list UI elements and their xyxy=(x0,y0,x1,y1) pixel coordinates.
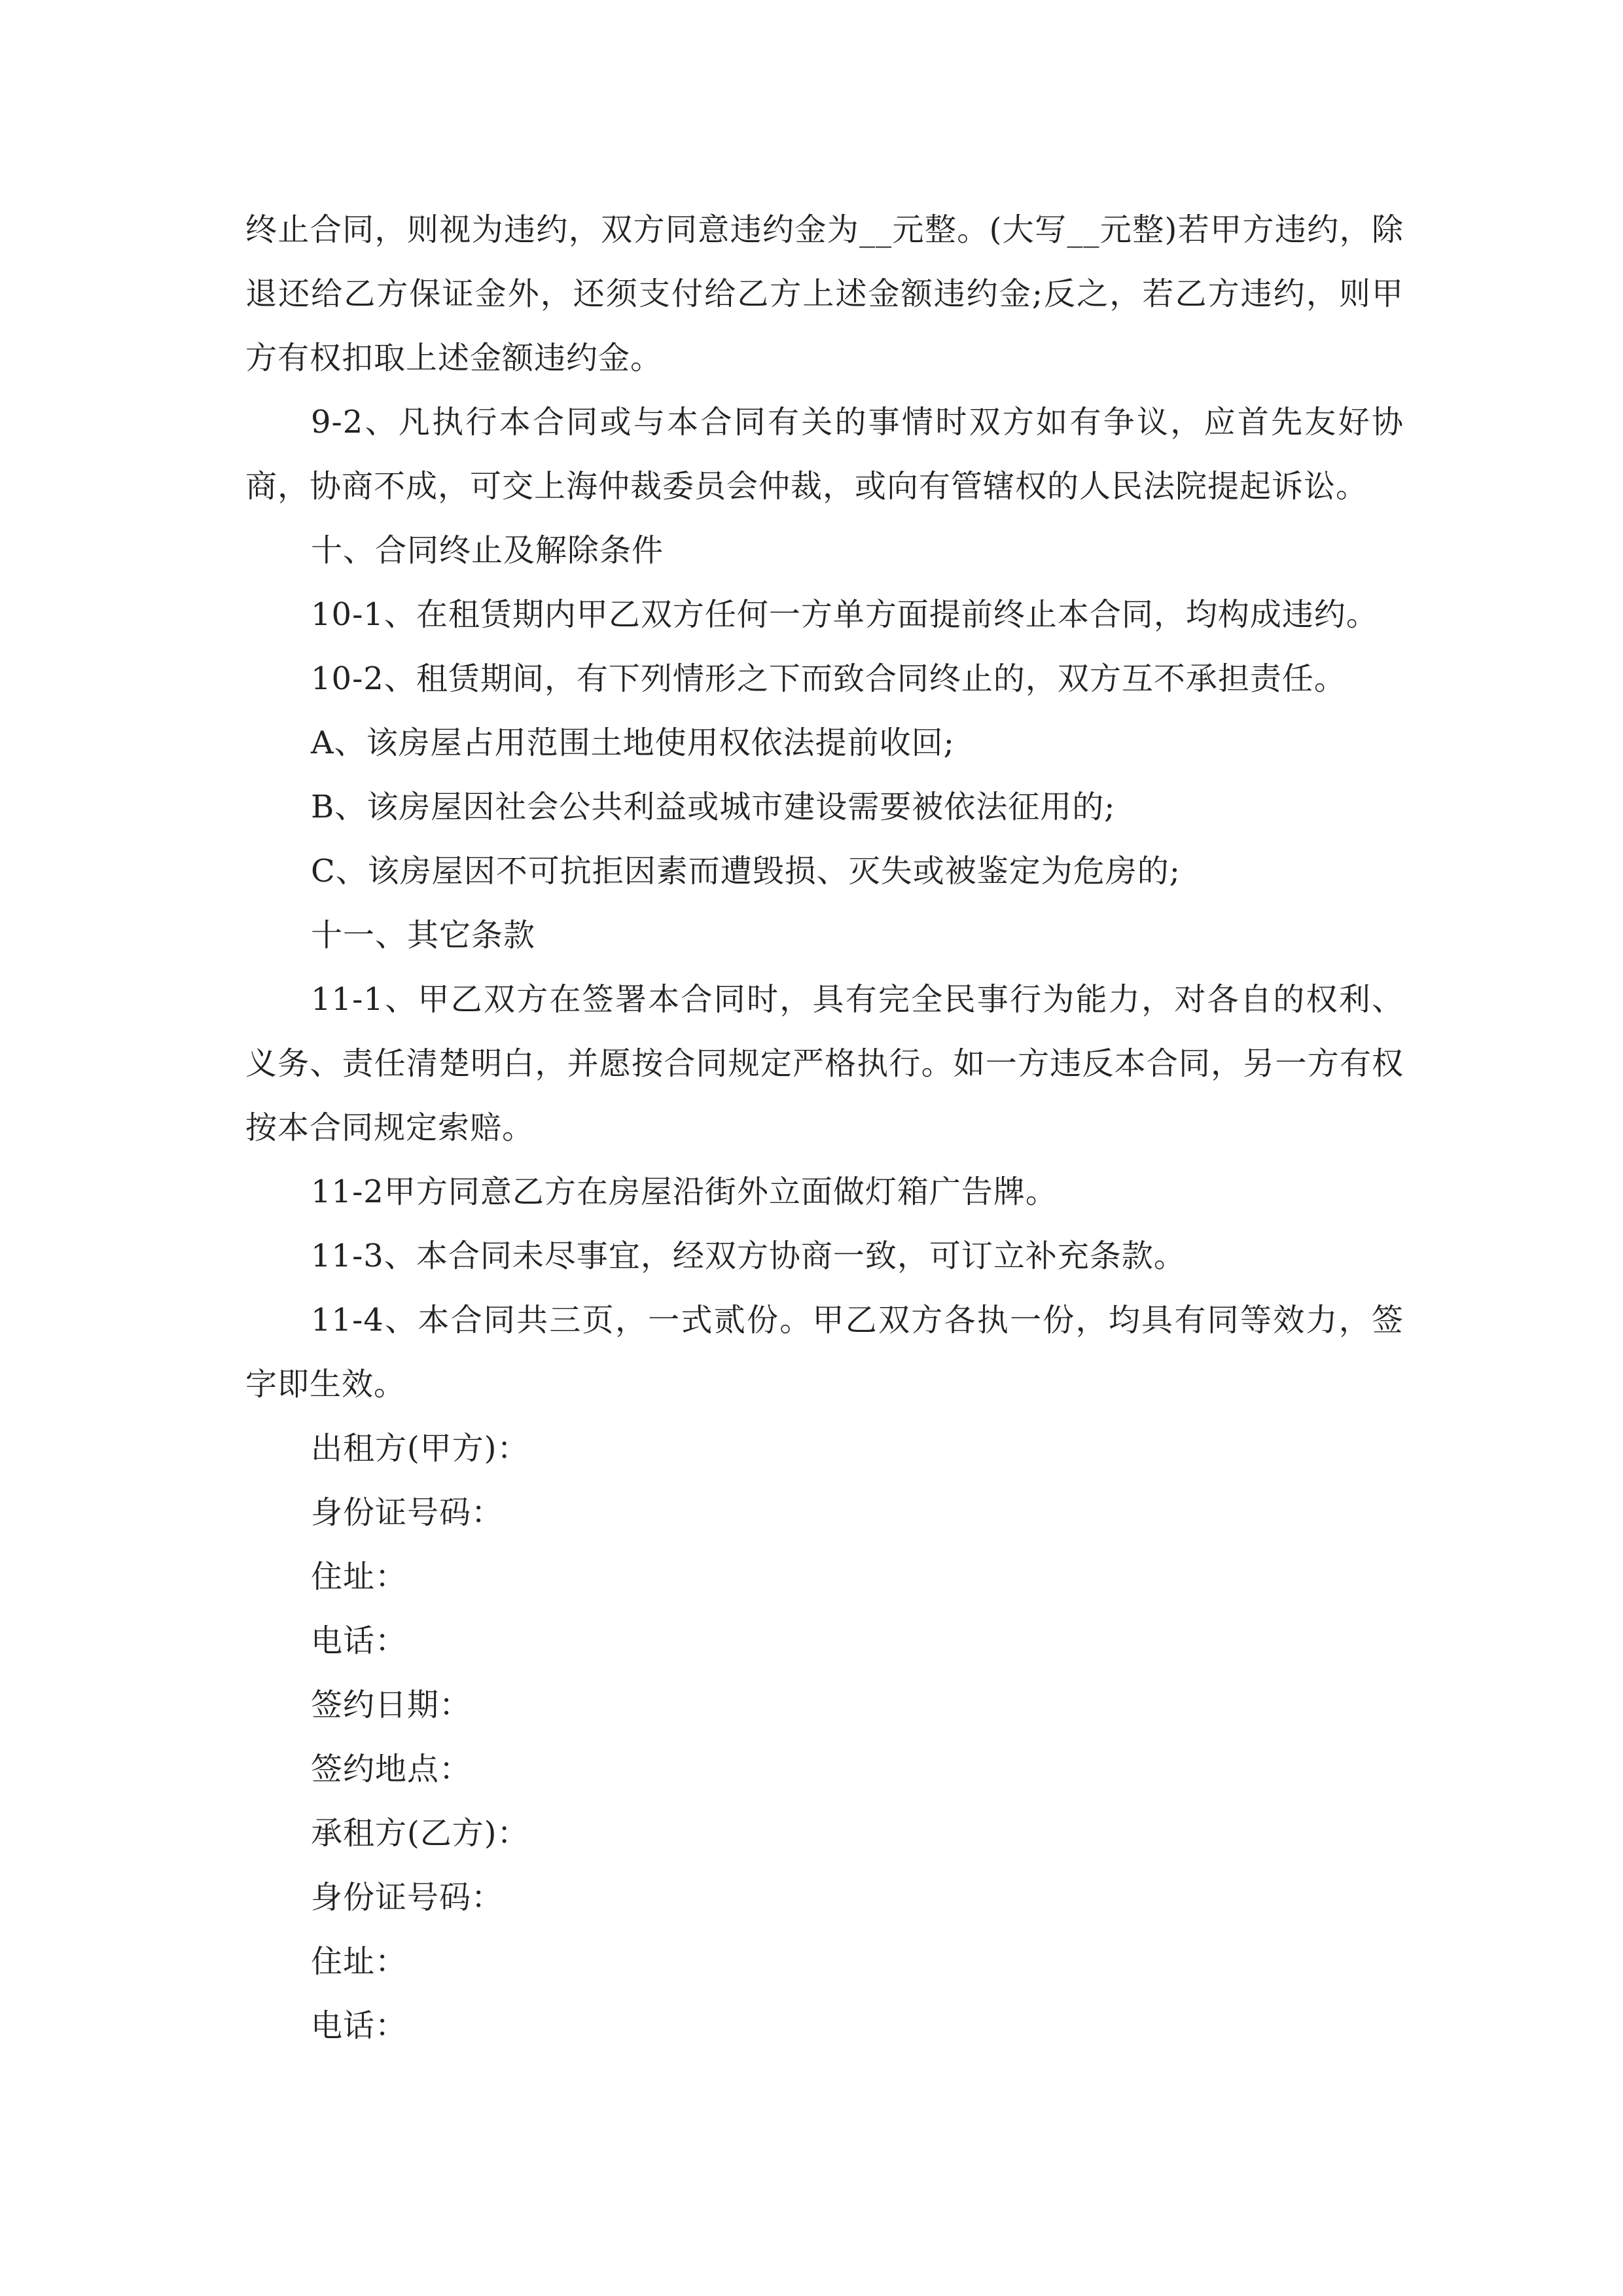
section-11-title: 十一、其它条款 xyxy=(311,917,536,954)
clause-10-1: 10-1、在租赁期内甲乙双方任何一方单方面提前终止本合同，均构成违约。 xyxy=(311,596,1378,633)
lessor-label: 出租方(甲方)： xyxy=(311,1430,529,1467)
section-10-title: 十、合同终止及解除条件 xyxy=(311,532,664,569)
lessor-address-label: 住址： xyxy=(311,1558,408,1595)
clause-11-3: 11-3、本合同未尽事宜，经双方协商一致，可订立补充条款。 xyxy=(311,1238,1186,1274)
sign-place-label: 签约地点： xyxy=(311,1751,472,1787)
clause-10-2-a: A、该房屋占用范围土地使用权依法提前收回; xyxy=(311,725,955,761)
lessor-id-label: 身份证号码： xyxy=(311,1494,504,1531)
paragraph-dispute: 9-2、凡执行本合同或与本合同有关的事情时双方如有争议，应首先友好协商，协商不成，可交上海仲裁委员会仲裁，或向有管辖权的人民法院提起诉讼。 xyxy=(245,404,1404,505)
sign-date-label: 签约日期： xyxy=(311,1687,472,1723)
clause-11-1: 11-1、甲乙双方在签署本合同时，具有完全民事行为能力，对各自的权利、义务、责任清楚明白，并愿按合同规定严格执行。如一方违反本合同，另一方有权按本合同规定索赔。 xyxy=(245,981,1404,1146)
paragraph-penalty: 终止合同，则视为违约，双方同意违约金为__元整。(大写__元整)若甲方违约，除退还给乙方保证金外，还须支付给乙方上述金额违约金;反之，若乙方违约，则甲方有权扣取上述金额违约金。 xyxy=(245,211,1404,376)
lessee-id-label: 身份证号码： xyxy=(311,1879,504,1916)
clause-10-2: 10-2、租赁期间，有下列情形之下而致合同终止的，双方互不承担责任。 xyxy=(311,660,1346,697)
lessee-address-label: 住址： xyxy=(311,1943,408,1980)
contract-body xyxy=(245,198,1404,2058)
clause-11-4: 11-4、本合同共三页，一式贰份。甲乙双方各执一份，均具有同等效力，签字即生效。 xyxy=(245,1302,1404,1403)
clause-11-2: 11-2甲方同意乙方在房屋沿街外立面做灯箱广告牌。 xyxy=(311,1174,1058,1210)
clause-10-2-c: C、该房屋因不可抗拒因素而遭毁损、灭失或被鉴定为危房的; xyxy=(311,853,1181,889)
lessor-phone-label: 电话： xyxy=(311,1623,408,1659)
lessee-label: 承租方(乙方)： xyxy=(311,1815,529,1852)
clause-10-2-b: B、该房屋因社会公共利益或城市建设需要被依法征用的; xyxy=(311,789,1116,825)
lessee-phone-label: 电话： xyxy=(311,2007,408,2044)
